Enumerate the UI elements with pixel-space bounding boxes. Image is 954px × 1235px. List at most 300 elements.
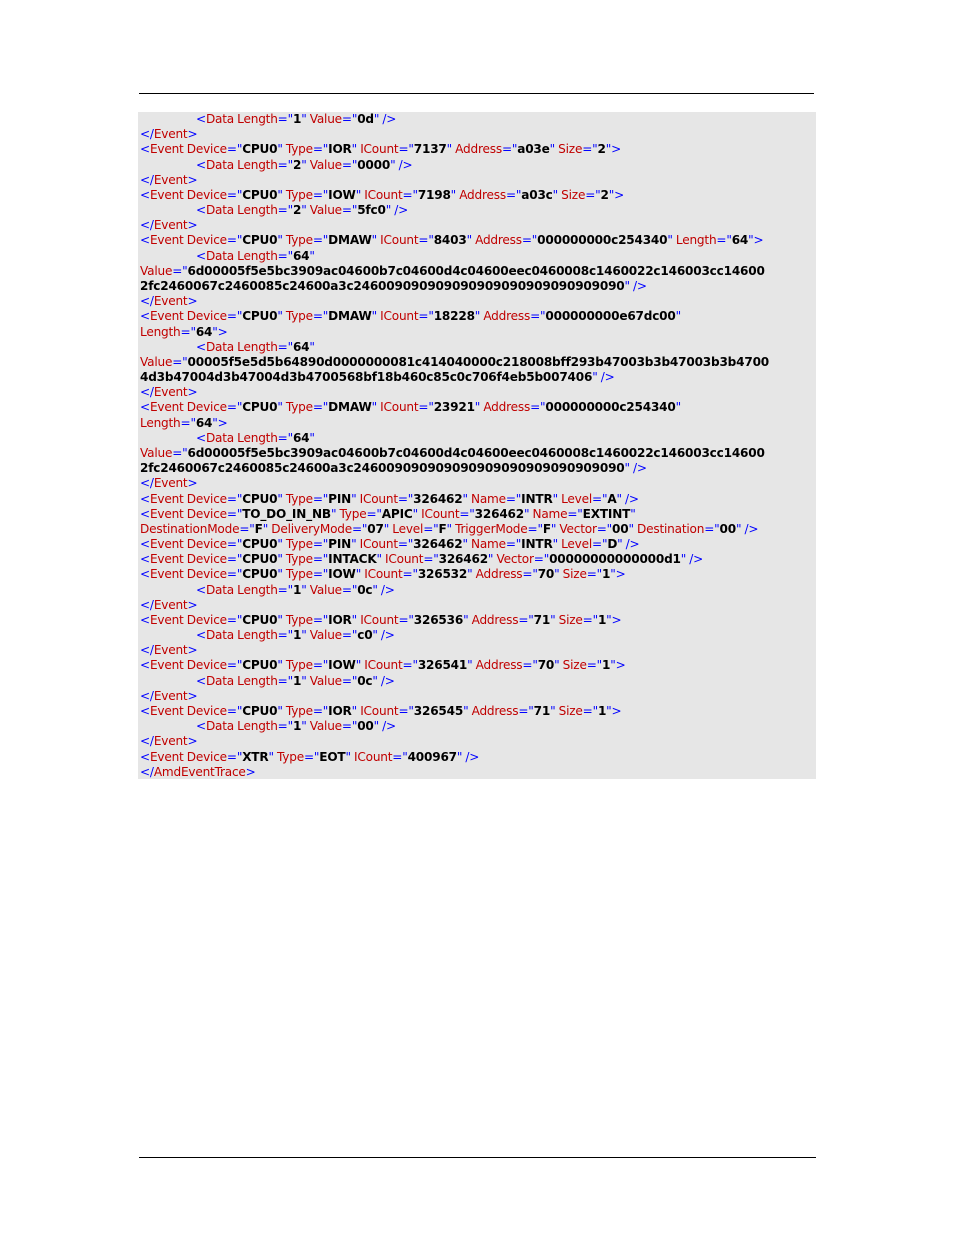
xml-attribute-token: Type bbox=[282, 658, 313, 673]
xml-attribute-token: Level bbox=[389, 521, 424, 536]
code-line bbox=[140, 416, 228, 431]
xml-tag-token: =" bbox=[521, 233, 538, 248]
xml-attribute-token: Data Length bbox=[205, 430, 278, 445]
xml-value-token: A bbox=[607, 491, 617, 506]
xml-tag-token: " bbox=[376, 552, 382, 567]
xml-tag-token: =" bbox=[277, 339, 293, 354]
code-line bbox=[196, 112, 396, 127]
xml-attribute-token: Data Length bbox=[205, 582, 278, 597]
xml-value-token: 326541 bbox=[417, 658, 468, 673]
xml-tag-token: </ bbox=[140, 597, 154, 612]
xml-tag-token: </ bbox=[140, 476, 154, 491]
xml-value-token: 8403 bbox=[433, 233, 467, 248]
xml-tag-token: " bbox=[675, 309, 681, 324]
code-line bbox=[196, 674, 395, 689]
xml-value-token: 07 bbox=[367, 521, 384, 536]
code-line bbox=[140, 309, 681, 324]
xml-attribute-token: Data Length bbox=[205, 203, 278, 218]
xml-value-token: IOW bbox=[328, 658, 356, 673]
xml-tag-token: =" bbox=[341, 112, 358, 126]
xml-tag-token: =" bbox=[397, 491, 414, 506]
xml-tag-token: " bbox=[630, 506, 636, 521]
xml-value-token: 6d00005f5e5bc3909ac04600b7c04600d4c04600eec0460008c1460022c146003cc14600 bbox=[187, 445, 765, 460]
xml-tag-token: " bbox=[351, 612, 358, 627]
xml-value-token: CPU0 bbox=[242, 400, 278, 415]
code-line bbox=[140, 355, 769, 370]
code-line bbox=[140, 233, 763, 248]
code-line bbox=[196, 583, 395, 598]
xml-attribute-token: Value bbox=[306, 203, 342, 218]
code-line bbox=[140, 734, 197, 749]
xml-tag-token: " bbox=[667, 233, 673, 248]
xml-tag-token: " bbox=[371, 309, 377, 324]
xml-tag-token: "> bbox=[606, 612, 622, 627]
xml-tag-token: < bbox=[140, 309, 150, 324]
xml-attribute-token: Vector bbox=[556, 521, 597, 536]
xml-value-token: APIC bbox=[381, 506, 413, 521]
xml-tag-token: =" bbox=[312, 142, 329, 157]
xml-value-token: IOR bbox=[328, 704, 352, 719]
xml-attribute-token: Event Device bbox=[149, 400, 227, 415]
xml-tag-token: =" bbox=[366, 506, 382, 521]
xml-tag-token: " bbox=[277, 233, 283, 248]
xml-value-token: 2 bbox=[292, 157, 302, 172]
xml-tag-token: " bbox=[309, 248, 315, 263]
xml-tag-token: "> bbox=[748, 233, 764, 248]
code-line bbox=[140, 704, 621, 719]
xml-tag-token: =" bbox=[402, 658, 418, 673]
xml-attribute-token: ICount bbox=[350, 749, 393, 764]
xml-attribute-token: Type bbox=[282, 491, 313, 506]
xml-value-token: F bbox=[438, 521, 447, 536]
xml-value-token: 0000 bbox=[357, 157, 391, 172]
xml-tag-token: " bbox=[467, 658, 473, 673]
xml-tag-token: " bbox=[462, 491, 468, 506]
xml-tag-token: " bbox=[450, 187, 457, 202]
xml-tag-token: < bbox=[196, 157, 206, 172]
xml-tag-token: =" bbox=[226, 567, 243, 582]
xml-tag-token: =" bbox=[277, 430, 293, 445]
xml-tag-token: " /> bbox=[372, 673, 395, 688]
xml-tag-token: " /> bbox=[456, 749, 480, 764]
xml-tag-token: " bbox=[550, 704, 556, 719]
xml-value-token: CPU0 bbox=[242, 704, 278, 719]
code-line bbox=[196, 628, 395, 643]
xml-tag-token: =" bbox=[312, 233, 329, 248]
xml-tag-token: =" bbox=[505, 537, 522, 552]
xml-tag-token: < bbox=[140, 612, 150, 627]
xml-tag-token: " bbox=[301, 112, 307, 126]
xml-tag-token: " /> bbox=[372, 582, 395, 597]
xml-tag-token: " /> bbox=[624, 461, 647, 476]
xml-tag-token: " /> bbox=[735, 521, 759, 536]
xml-attribute-token: Event bbox=[153, 688, 188, 703]
xml-tag-token: " bbox=[474, 400, 481, 415]
xml-value-token: 1 bbox=[601, 567, 611, 582]
xml-tag-token: " bbox=[383, 521, 390, 536]
code-line bbox=[196, 719, 396, 734]
xml-tag-token: </ bbox=[140, 294, 154, 309]
xml-tag-token: " bbox=[523, 506, 530, 521]
xml-attribute-token: Type bbox=[336, 506, 367, 521]
xml-value-token: 2fc2460067c2460085c24600a3c246009090909090909090909090909090 bbox=[140, 278, 625, 293]
xml-attribute-token: ICount bbox=[381, 552, 424, 567]
xml-attribute-token: Event bbox=[153, 597, 188, 612]
xml-attribute-token: Vector bbox=[493, 552, 534, 567]
xml-tag-token: < bbox=[196, 339, 206, 354]
code-line bbox=[140, 492, 639, 507]
xml-tag-token: =" bbox=[277, 582, 293, 597]
xml-attribute-token: ICount bbox=[417, 506, 460, 521]
xml-value-token: 64 bbox=[731, 233, 749, 248]
code-line bbox=[140, 537, 639, 552]
xml-value-token: EOT bbox=[319, 749, 346, 764]
xml-tag-token: "> bbox=[605, 142, 621, 157]
xml-attribute-token: Type bbox=[282, 309, 313, 324]
code-line bbox=[196, 249, 315, 264]
xml-tag-token: " bbox=[474, 309, 481, 324]
xml-value-token: 326462 bbox=[413, 491, 463, 506]
xml-tag-token: > bbox=[187, 172, 198, 187]
xml-tag-token: " /> bbox=[617, 537, 640, 552]
xml-attribute-token: Event Device bbox=[149, 658, 227, 673]
header-rule bbox=[139, 93, 814, 94]
xml-tag-token: " bbox=[446, 521, 452, 536]
xml-attribute-token: Destination bbox=[633, 521, 705, 536]
xml-tag-token: =" bbox=[312, 537, 329, 552]
xml-tag-token: =" bbox=[277, 628, 293, 643]
xml-value-token: CPU0 bbox=[242, 233, 278, 248]
xml-tag-token: =" bbox=[312, 491, 329, 506]
xml-value-token: 00 bbox=[612, 521, 629, 536]
xml-tag-token: =" bbox=[585, 187, 601, 202]
xml-tag-token: </ bbox=[140, 734, 154, 749]
xml-tag-token: " bbox=[301, 203, 307, 218]
xml-attribute-token: Name bbox=[529, 506, 568, 521]
xml-tag-token: =" bbox=[518, 612, 534, 627]
xml-value-token: 2 bbox=[292, 203, 302, 218]
xml-tag-token: > bbox=[187, 597, 198, 612]
xml-tag-token: " bbox=[355, 658, 362, 673]
code-line bbox=[140, 507, 636, 522]
xml-tag-token: " bbox=[301, 582, 307, 597]
xml-tag-token: " bbox=[628, 521, 634, 536]
xml-value-token: 326545 bbox=[413, 704, 464, 719]
xml-tag-token: =" bbox=[418, 400, 434, 415]
xml-value-token: 70 bbox=[537, 567, 555, 582]
xml-tag-token: " bbox=[301, 673, 307, 688]
xml-attribute-token: DestinationMode bbox=[140, 521, 240, 536]
xml-tag-token: " bbox=[277, 704, 283, 719]
xml-attribute-token: Event Device bbox=[149, 491, 227, 506]
xml-tag-token: " bbox=[463, 704, 469, 719]
xml-attribute-token: Event Device bbox=[149, 309, 227, 324]
code-line bbox=[140, 461, 647, 476]
xml-tag-token: " bbox=[355, 187, 362, 202]
code-line bbox=[140, 552, 703, 567]
xml-attribute-token: Name bbox=[467, 491, 506, 506]
xml-tag-token: =" bbox=[567, 506, 583, 521]
xml-attribute-token: ICount bbox=[376, 309, 419, 324]
xml-value-token: CPU0 bbox=[242, 537, 278, 552]
xml-attribute-token: Size bbox=[558, 187, 586, 202]
xml-tag-token: > bbox=[187, 294, 198, 309]
xml-tag-token: =" bbox=[704, 521, 720, 536]
xml-tag-token: < bbox=[140, 567, 150, 582]
code-line bbox=[140, 370, 615, 385]
xml-tag-token: " bbox=[371, 233, 377, 248]
xml-tag-token: =" bbox=[505, 187, 522, 202]
xml-value-token: DMAW bbox=[328, 400, 372, 415]
xml-attribute-token: Data Length bbox=[205, 112, 278, 126]
xml-tag-token: " /> bbox=[385, 203, 409, 218]
xml-tag-token: > bbox=[187, 385, 198, 400]
code-line bbox=[140, 750, 479, 765]
xml-attribute-token: Value bbox=[140, 445, 173, 460]
xml-attribute-token: AmdEventTrace bbox=[153, 764, 246, 779]
xml-tag-token: =" bbox=[172, 445, 188, 460]
code-line bbox=[140, 567, 626, 582]
xml-tag-token: " bbox=[301, 628, 307, 643]
xml-tag-token: =" bbox=[277, 203, 293, 218]
xml-tag-token: =" bbox=[582, 142, 598, 157]
xml-tag-token: =" bbox=[172, 354, 188, 369]
xml-tag-token: " bbox=[262, 521, 269, 536]
xml-tag-token: =" bbox=[312, 704, 329, 719]
xml-attribute-token: Type bbox=[282, 552, 313, 567]
xml-tag-token: "> bbox=[606, 704, 622, 719]
xml-value-token: TO_DO_IN_NB bbox=[242, 506, 331, 521]
xml-value-token: 7137 bbox=[413, 142, 447, 157]
xml-tag-token: " bbox=[550, 612, 556, 627]
xml-attribute-token: Type bbox=[282, 400, 313, 415]
xml-value-token: INTR bbox=[521, 491, 553, 506]
xml-tag-token: =" bbox=[226, 612, 243, 627]
xml-value-token: 1 bbox=[292, 719, 302, 734]
xml-tag-token: " /> bbox=[616, 491, 639, 506]
code-line bbox=[140, 279, 647, 294]
xml-tag-token: " bbox=[345, 749, 351, 764]
xml-tag-token: < bbox=[196, 673, 206, 688]
xml-tag-token: " bbox=[552, 491, 558, 506]
code-line bbox=[140, 325, 228, 340]
xml-tag-token: =" bbox=[418, 233, 434, 248]
xml-tag-token: " bbox=[309, 339, 315, 354]
xml-value-token: IOW bbox=[328, 187, 356, 202]
xml-tag-token: " bbox=[351, 537, 357, 552]
xml-value-token: 00000000000000d1 bbox=[549, 552, 681, 567]
xml-value-token: 71 bbox=[533, 612, 551, 627]
xml-tag-token: < bbox=[140, 658, 150, 673]
code-line bbox=[140, 218, 197, 233]
xml-value-token: F bbox=[254, 521, 263, 536]
xml-tag-token: " bbox=[268, 749, 274, 764]
xml-attribute-token: Value bbox=[306, 112, 342, 126]
xml-attribute-token: Value bbox=[306, 673, 342, 688]
xml-tag-token: =" bbox=[226, 537, 243, 552]
xml-tag-token: < bbox=[196, 719, 206, 734]
xml-tag-token: =" bbox=[398, 612, 414, 627]
xml-value-token: 326462 bbox=[438, 552, 488, 567]
xml-tag-token: =" bbox=[277, 248, 293, 263]
xml-value-token: EXTINT bbox=[582, 506, 631, 521]
xml-tag-token: </ bbox=[140, 764, 154, 779]
xml-value-token: 1 bbox=[292, 112, 302, 126]
xml-tag-token: =" bbox=[277, 112, 293, 126]
xml-attribute-token: Value bbox=[140, 354, 173, 369]
xml-attribute-token: Data Length bbox=[205, 248, 278, 263]
xml-value-token: c0 bbox=[357, 628, 373, 643]
xml-attribute-token: Event Device bbox=[149, 537, 227, 552]
code-line bbox=[196, 158, 412, 173]
xml-tag-token: " bbox=[277, 658, 283, 673]
code-line bbox=[196, 340, 315, 355]
xml-attribute-token: Event Device bbox=[149, 187, 227, 202]
code-line bbox=[140, 765, 256, 780]
xml-tag-token: =" bbox=[459, 506, 475, 521]
xml-attribute-token: Value bbox=[140, 263, 173, 278]
xml-tag-token: =" bbox=[527, 521, 543, 536]
xml-tag-token: =" bbox=[398, 142, 414, 157]
xml-tag-token: " bbox=[309, 430, 315, 445]
xml-value-token: CPU0 bbox=[242, 658, 278, 673]
xml-tag-token: =" bbox=[341, 582, 358, 597]
xml-tag-token: =" bbox=[501, 142, 518, 157]
xml-tag-token: =" bbox=[312, 658, 329, 673]
xml-tag-token: </ bbox=[140, 643, 154, 658]
xml-value-token: INTACK bbox=[328, 552, 377, 567]
xml-tag-token: < bbox=[196, 203, 206, 218]
xml-value-token: PIN bbox=[328, 537, 352, 552]
xml-tag-token: < bbox=[196, 628, 206, 643]
xml-tag-token: =" bbox=[586, 658, 602, 673]
xml-value-token: CPU0 bbox=[242, 567, 278, 582]
xml-tag-token: " bbox=[277, 491, 283, 506]
xml-tag-token: =" bbox=[239, 521, 255, 536]
xml-attribute-token: Event Device bbox=[149, 704, 227, 719]
xml-tag-token: " bbox=[277, 142, 283, 157]
xml-tag-token: " bbox=[462, 537, 468, 552]
code-line bbox=[140, 142, 621, 157]
xml-attribute-token: Address bbox=[472, 658, 523, 673]
xml-value-token: 2 bbox=[597, 142, 606, 157]
xml-value-token: 000000000c254340 bbox=[537, 233, 668, 248]
xml-tag-token: " bbox=[355, 567, 362, 582]
xml-tag-token: < bbox=[140, 537, 150, 552]
xml-tag-token: " /> bbox=[390, 157, 413, 172]
xml-tag-token: > bbox=[187, 476, 198, 491]
xml-attribute-token: Size bbox=[559, 567, 587, 582]
xml-tag-token: =" bbox=[592, 491, 608, 506]
xml-tag-token: " /> bbox=[680, 552, 704, 567]
xml-tag-token: =" bbox=[586, 567, 602, 582]
xml-tag-token: > bbox=[245, 764, 256, 779]
xml-attribute-token: Event bbox=[153, 127, 188, 142]
xml-attribute-token: Address bbox=[471, 233, 522, 248]
xml-tag-token: =" bbox=[226, 704, 243, 719]
xml-value-token: a03e bbox=[517, 142, 550, 157]
xml-tag-token: " bbox=[467, 567, 473, 582]
xml-attribute-token: ICount bbox=[356, 491, 398, 506]
xml-value-token: 00005f5e5d5b64890d0000000081c414040000c218008bff293b47003b3b47003b3b4700 bbox=[187, 354, 769, 369]
xml-value-token: 0d bbox=[357, 112, 374, 126]
xml-value-token: XTR bbox=[242, 749, 269, 764]
xml-tag-token: " bbox=[301, 157, 307, 172]
xml-attribute-token: ICount bbox=[356, 537, 398, 552]
xml-attribute-token: Size bbox=[555, 142, 583, 157]
xml-tag-token: " bbox=[277, 552, 283, 567]
code-line bbox=[196, 431, 315, 446]
xml-value-token: 326462 bbox=[413, 537, 463, 552]
xml-tag-token: " bbox=[554, 567, 560, 582]
xml-value-token: 326536 bbox=[413, 612, 464, 627]
xml-attribute-token: TriggerMode bbox=[451, 521, 528, 536]
xml-tag-token: " bbox=[675, 400, 681, 415]
xml-attribute-token: Value bbox=[306, 628, 342, 643]
xml-value-token: 1 bbox=[292, 582, 302, 597]
xml-attribute-token: Data Length bbox=[205, 673, 278, 688]
xml-tag-token: < bbox=[140, 187, 150, 202]
xml-value-token: a03c bbox=[521, 187, 553, 202]
xml-attribute-token: Event Device bbox=[149, 612, 227, 627]
xml-tag-token: =" bbox=[423, 521, 439, 536]
xml-attribute-token: Address bbox=[480, 400, 531, 415]
xml-tag-token: =" bbox=[352, 521, 368, 536]
xml-attribute-token: ICount bbox=[361, 187, 403, 202]
xml-attribute-token: Address bbox=[452, 142, 502, 157]
xml-tag-token: " bbox=[550, 521, 557, 536]
xml-value-token: D bbox=[607, 537, 618, 552]
xml-value-token: 2fc2460067c2460085c24600a3c246009090909090909090909090909090 bbox=[140, 461, 625, 476]
xml-attribute-token: Event Device bbox=[149, 233, 227, 248]
xml-value-token: 5fc0 bbox=[357, 203, 386, 218]
xml-tag-token: " bbox=[301, 719, 307, 734]
xml-tag-token: </ bbox=[140, 127, 154, 142]
xml-tag-token: < bbox=[140, 704, 150, 719]
xml-tag-token: =" bbox=[312, 612, 329, 627]
xml-tag-token: > bbox=[187, 643, 198, 658]
xml-attribute-token: Type bbox=[282, 142, 313, 157]
xml-attribute-token: Event Device bbox=[149, 506, 227, 521]
xml-tag-token: "> bbox=[608, 187, 624, 202]
xml-value-token: 1 bbox=[597, 612, 607, 627]
code-line bbox=[140, 127, 197, 142]
xml-value-token: CPU0 bbox=[242, 187, 278, 202]
xml-tag-token: " /> bbox=[373, 112, 397, 126]
xml-attribute-token: ICount bbox=[376, 400, 419, 415]
xml-tag-token: " bbox=[351, 704, 358, 719]
xml-value-token: CPU0 bbox=[242, 552, 278, 567]
xml-attribute-token: Level bbox=[557, 537, 593, 552]
xml-attribute-token: Data Length bbox=[205, 719, 278, 734]
xml-value-token: IOR bbox=[328, 612, 352, 627]
xml-tag-token: =" bbox=[423, 552, 439, 567]
xml-value-token: 1 bbox=[597, 704, 607, 719]
xml-tag-token: =" bbox=[226, 749, 243, 764]
xml-attribute-token: Address bbox=[472, 567, 523, 582]
xml-value-token: 0c bbox=[357, 673, 373, 688]
xml-attribute-token: ICount bbox=[357, 142, 399, 157]
xml-tag-token: =" bbox=[341, 203, 358, 218]
xml-attribute-token: Data Length bbox=[205, 628, 278, 643]
xml-value-token: IOW bbox=[328, 567, 356, 582]
code-line bbox=[140, 613, 621, 628]
xml-tag-token: =" bbox=[277, 157, 293, 172]
xml-tag-token: < bbox=[140, 142, 150, 157]
xml-tag-token: =" bbox=[226, 187, 243, 202]
xml-tag-token: < bbox=[140, 749, 150, 764]
xml-value-token: CPU0 bbox=[242, 491, 278, 506]
